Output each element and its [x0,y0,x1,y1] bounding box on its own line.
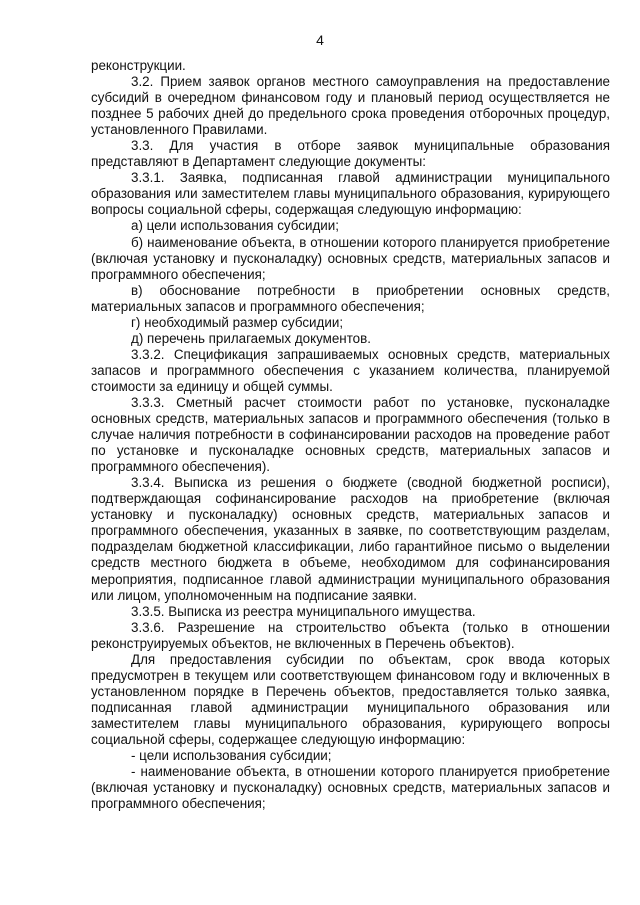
paragraph-objects-list: Для предоставления субсидии по объектам, срок ввода которых предусмотрен в текущем или соответствующем финансовом году и включенных в установленном порядке в Перечень объектов, предоставляется только заявка, подписанная главой администрации муниципального образования или заместителем главы муниципального образования, курирующего вопросы социальной сферы, содержащее следующую информацию: [91,651,610,747]
list-item-v: в) обоснование потребности в приобретении основных средств, материальных запасов и программного обеспечения; [91,282,610,314]
paragraph-3-2: 3.2. Прием заявок органов местного самоуправления на предоставление субсидий в очередном финансовом году и плановый период осуществляется не позднее 5 рабочих дней до предельного срока проведения отборочных процедур, установленного Правилами. [91,74,610,138]
paragraph-3-3: 3.3. Для участия в отборе заявок муниципальные образования представляют в Департамент следующие документы: [91,138,610,170]
dash-item-object-name: - наименование объекта, в отношении которого планируется приобретение (включая установку и пусконаладку) основных средств, материальных запасов и программного обеспечения; [91,764,610,812]
page-number: 4 [316,32,324,48]
paragraph-3-3-5: 3.3.5. Выписка из реестра муниципального имущества. [131,603,476,619]
paragraph-3-3-6: 3.3.6. Разрешение на строительство объекта (только в отношении реконструируемых объектов, не включенных в Перечень объектов). [91,619,610,651]
paragraph-3-3-4: 3.3.4. Выписка из решения о бюджете (сводной бюджетной росписи), подтверждающая софинансирование расходов на приобретение (включая установку и пусконаладку) основных средств, материальных запасов и программного обеспечения, указанных в заявке, по соответствующим разделам, подразделам бюджетной классификации, либо гарантийное письмо о выделении средств местного бюджета в объеме, необходимом для софинансирования мероприятия, подписанное главой администрации муниципального образования или лицом, уполномоченным на подписание заявки. [91,475,610,603]
paragraph-3-3-3: 3.3.3. Сметный расчет стоимости работ по установке, пусконаладке основных средств, материальных запасов и программного обеспечения (только в случае наличия потребности в софинансировании расходов на проведение работ по установке и пусконаладке основных средств, материальных запасов и программного обеспечения). [91,394,610,475]
list-item-a: а) цели использования субсидии; [131,218,339,234]
document-body [91,58,610,812]
list-item-d: д) перечень прилагаемых документов. [131,330,371,346]
list-item-g: г) необходимый размер субсидии; [131,314,344,330]
paragraph-reconstruction-tail: реконструкции. [91,58,186,73]
paragraph-3-3-1: 3.3.1. Заявка, подписанная главой администрации муниципального образования или заместителем главы муниципального образования, курирующего вопросы социальной сферы, содержащая следующую информацию: [91,170,610,218]
dash-item-goals: - цели использования субсидии; [131,748,332,764]
paragraph-3-3-2: 3.3.2. Спецификация запрашиваемых основных средств, материальных запасов и программного обеспечения с указанием количества, планируемой стоимости за единицу и общей суммы. [91,346,610,394]
list-item-b: б) наименование объекта, в отношении которого планируется приобретение (включая установку и пусконаладку) основных средств, материальных запасов и программного обеспечения; [91,234,610,282]
